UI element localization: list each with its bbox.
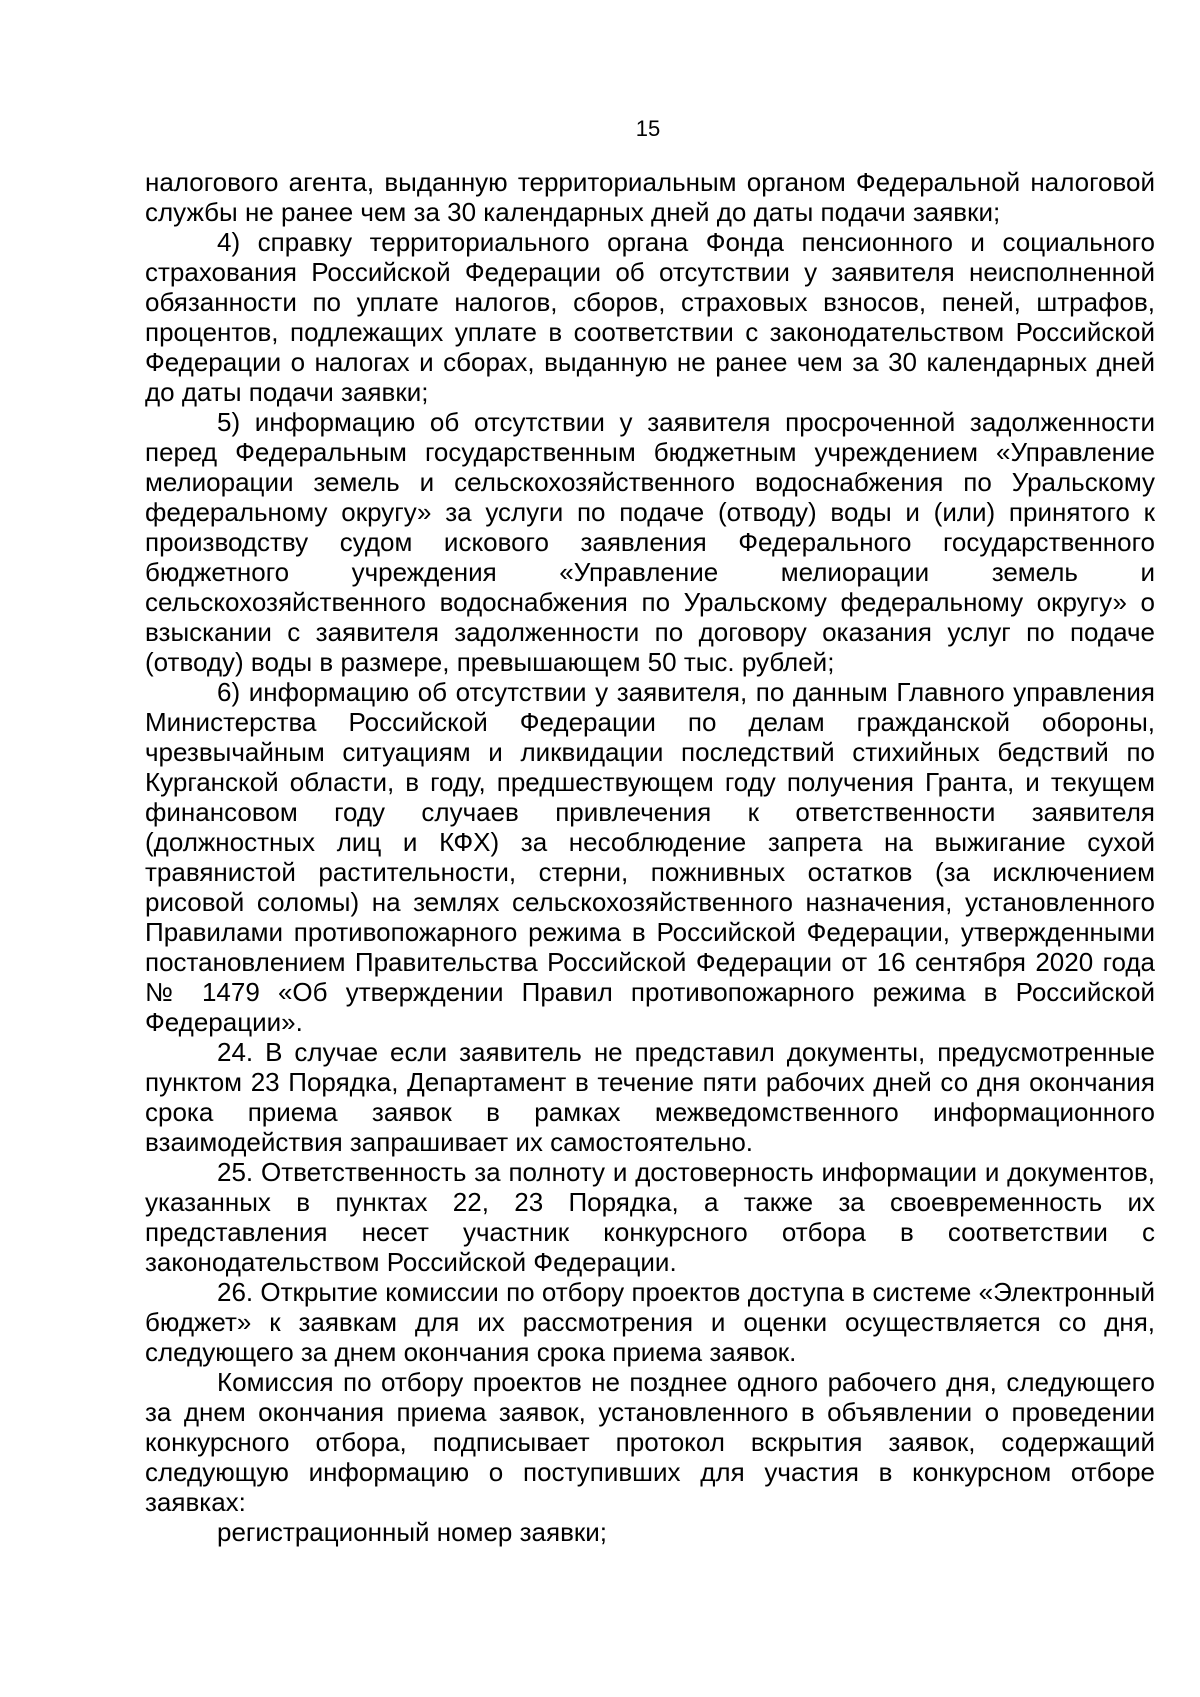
page-number: 15 [635,116,661,141]
document-body [145,167,1155,1547]
paragraph-tax-certificate-end: налогового агента, выданную территориальным органом Федеральной налоговой службы не ранее чем за 30 календарных дней до даты подачи заявки; [145,167,1155,227]
paragraph-clause-24: 24. В случае если заявитель не представил документы, предусмотренные пунктом 23 Порядка, Департамент в течение пяти рабочих дней со дня окончания срока приема заявок в рамках межведомственного информационного взаимодействия запрашивает их самостоятельно. [145,1037,1155,1157]
paragraph-item-6: 6) информацию об отсутствии у заявителя, по данным Главного управления Министерства Российской Федерации по делам гражданской обороны, чрезвычайным ситуациям и ликвидации последствий стихийных бедствий по Курганской области, в году, предшествующем году получения Гранта, и текущем финансовом году случаев привлечения к ответственности заявителя (должностных лиц и КФХ) за несоблюдение запрета на выжигание сухой травянистой растительности, стерни, пожнивных остатков (за исключением рисовой соломы) на землях сельскохозяйственного назначения, установленного Правилами противопожарного режима в Российской Федерации, утвержденными постановлением Правительства Российской Федерации от 16 сентября 2020 года № 1479 «Об утверждении Правил противопожарного режима в Российской Федерации». [145,677,1155,1037]
paragraph-commission: Комиссия по отбору проектов не позднее одного рабочего дня, следующего за днем окончания приема заявок, установленного в объявлении о проведении конкурсного отбора, подписывает протокол вскрытия заявок, содержащий следующую информацию о поступивших для участия в конкурсном отборе заявках: [145,1367,1155,1517]
paragraph-clause-25: 25. Ответственность за полноту и достоверность информации и документов, указанных в пунктах 22, 23 Порядка, а также за своевременность их представления несет участник конкурсного отбора в соответствии с законодательством Российской Федерации. [145,1157,1155,1277]
paragraph-item-4: 4) справку территориального органа Фонда пенсионного и социального страхования Российской Федерации об отсутствии у заявителя неисполненной обязанности по уплате налогов, сборов, страховых взносов, пеней, штрафов, процентов, подлежащих уплате в соответствии с законодательством Российской Федерации о налогах и сборах, выданную не ранее чем за 30 календарных дней до даты подачи заявки; [145,227,1155,407]
paragraph-item-5: 5) информацию об отсутствии у заявителя просроченной задолженности перед Федеральным государственным бюджетным учреждением «Управление мелиорации земель и сельскохозяйственного водоснабжения по Уральскому федеральному округу» за услуги по подаче (отводу) воды и (или) принятого к производству судом искового заявления Федерального государственного бюджетного учреждения «Управление мелиорации земель и сельскохозяйственного водоснабжения по Уральскому федеральному округу» о взыскании с заявителя задолженности по договору оказания услуг по подаче (отводу) воды в размере, превышающем 50 тыс. рублей; [145,407,1155,677]
paragraph-registration-number: регистрационный номер заявки; [217,1517,608,1547]
paragraph-clause-26: 26. Открытие комиссии по отбору проектов доступа в системе «Электронный бюджет» к заявкам для их рассмотрения и оценки осуществляется со дня, следующего за днем окончания срока приема заявок. [145,1277,1155,1367]
